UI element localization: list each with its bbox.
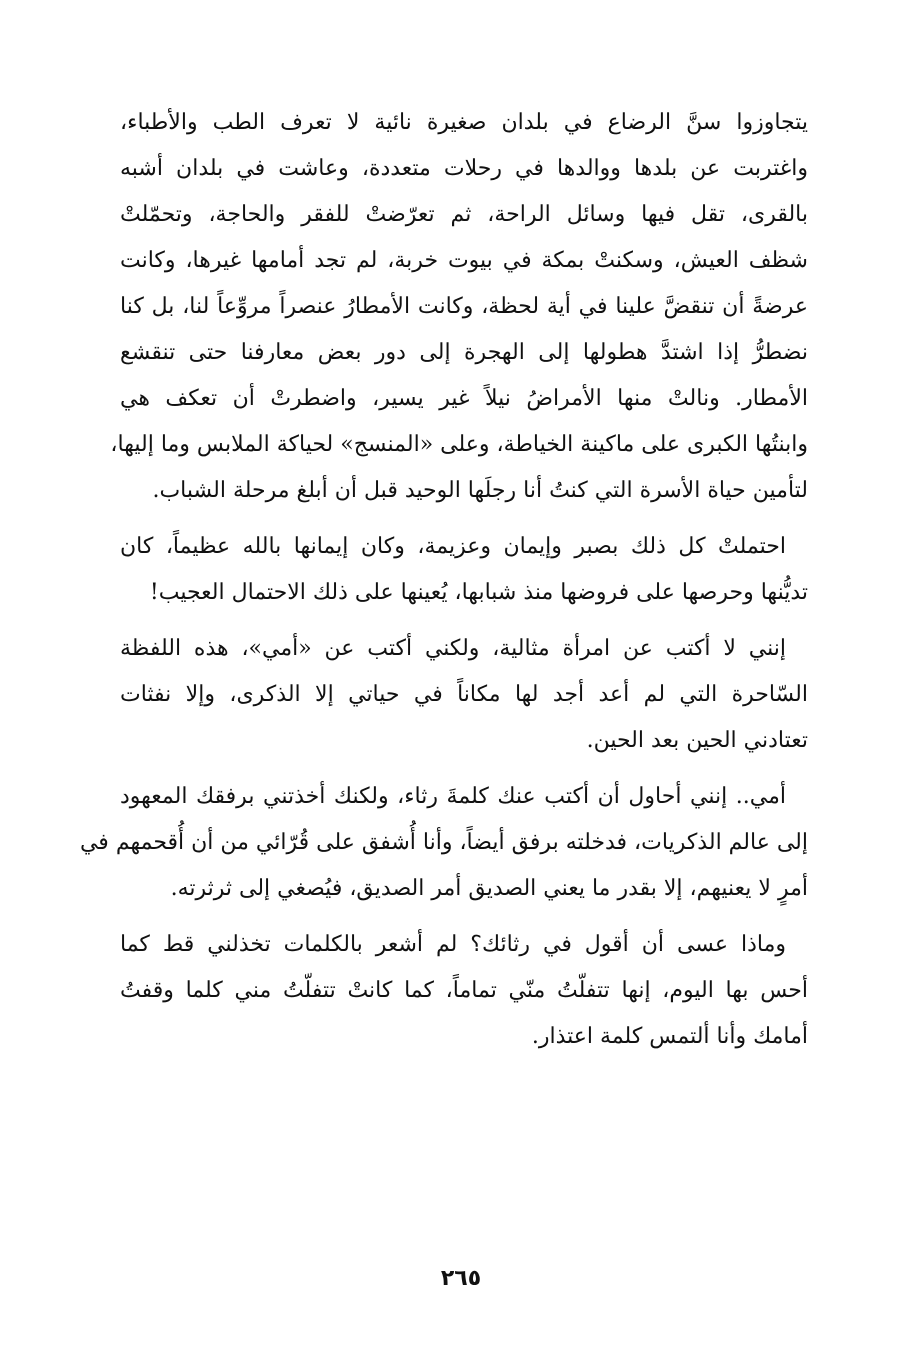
text-line: واغتربت عن بلدها ووالدها في رحلات متعددة، وعاشت في بلدان أشبه <box>120 156 808 181</box>
paragraph-1 <box>110 100 808 514</box>
paragraph-5 <box>120 922 808 1060</box>
text-line: إنني لا أكتب عن امرأة مثالية، ولكني أكتب عن «أمي»، هذه اللفظة <box>120 636 786 661</box>
body-text <box>79 100 808 1060</box>
paragraph-4 <box>79 774 808 912</box>
text-line: أحس بها اليوم، إنها تتفلّتُ منّي تماماً، كما كانتْ تتفلّتُ مني كلما وقفتُ <box>120 978 808 1003</box>
text-line: أمرٍ لا يعنيهم، إلا بقدر ما يعني الصديق أمر الصديق، فيُصغي إلى ثرثرته. <box>170 876 808 901</box>
text-line: عرضةً أن تنقضَّ علينا في أية لحظة، وكانت الأمطارُ عنصراً مروِّعاً لنا، بل كنا <box>120 294 808 319</box>
text-line: احتملتْ كل ذلك بصبر وإيمان وعزيمة، وكان إيمانها بالله عظيماً، كان <box>120 534 786 559</box>
text-line: شظف العيش، وسكنتْ بمكة في بيوت خربة، لم تجد أمامها غيرها، وكانت <box>120 248 808 273</box>
text-line: إلى عالم الذكريات، فدخلته برفق أيضاً، وأنا أُشفق على قُرّائي من أن أُقحمهم في <box>79 830 808 855</box>
text-line: لتأمين حياة الأسرة التي كنتُ أنا رجلَها الوحيد قبل أن أبلغ مرحلة الشباب. <box>152 478 808 503</box>
text-line: يتجاوزوا سنَّ الرضاع في بلدان صغيرة نائية لا تعرف الطب والأطباء، <box>120 110 808 135</box>
text-line: وماذا عسى أن أقول في رثائك؟ لم أشعر بالكلمات تخذلني قط كما <box>120 932 786 957</box>
page-number: ٢٦٥ <box>440 1266 482 1291</box>
paragraph-2 <box>120 524 808 616</box>
text-line: السّاحرة التي لم أعد أجد لها مكاناً في حياتي إلا الذكرى، وإلا نفثات <box>120 682 808 707</box>
text-line: وابنتُها الكبرى على ماكينة الخياطة، وعلى «المنسج» لحياكة الملابس وما إليها، <box>110 432 808 457</box>
text-line: أمامك وأنا ألتمس كلمة اعتذار. <box>531 1024 808 1049</box>
text-line: أمي.. إنني أحاول أن أكتب عنك كلمةَ رثاء، ولكنك أخذتني برفقك المعهود <box>120 784 786 809</box>
paragraph-3 <box>120 626 808 764</box>
text-line: الأمطار. ونالتْ منها الأمراضُ نيلاً غير يسير، واضطرتْ أن تعكف هي <box>120 386 808 411</box>
text-line: تديُّنها وحرصها على فروضها منذ شبابها، يُعينها على ذلك الاحتمال العجيب! <box>149 580 808 605</box>
text-line: بالقرى، تقل فيها وسائل الراحة، ثم تعرّضتْ للفقر والحاجة، وتحمّلتْ <box>120 202 808 227</box>
text-line: نضطرُّ إذا اشتدَّ هطولها إلى الهجرة إلى دور بعض معارفنا حتى تنقشع <box>120 340 808 365</box>
text-line: تعتادني الحين بعد الحين. <box>586 728 808 753</box>
